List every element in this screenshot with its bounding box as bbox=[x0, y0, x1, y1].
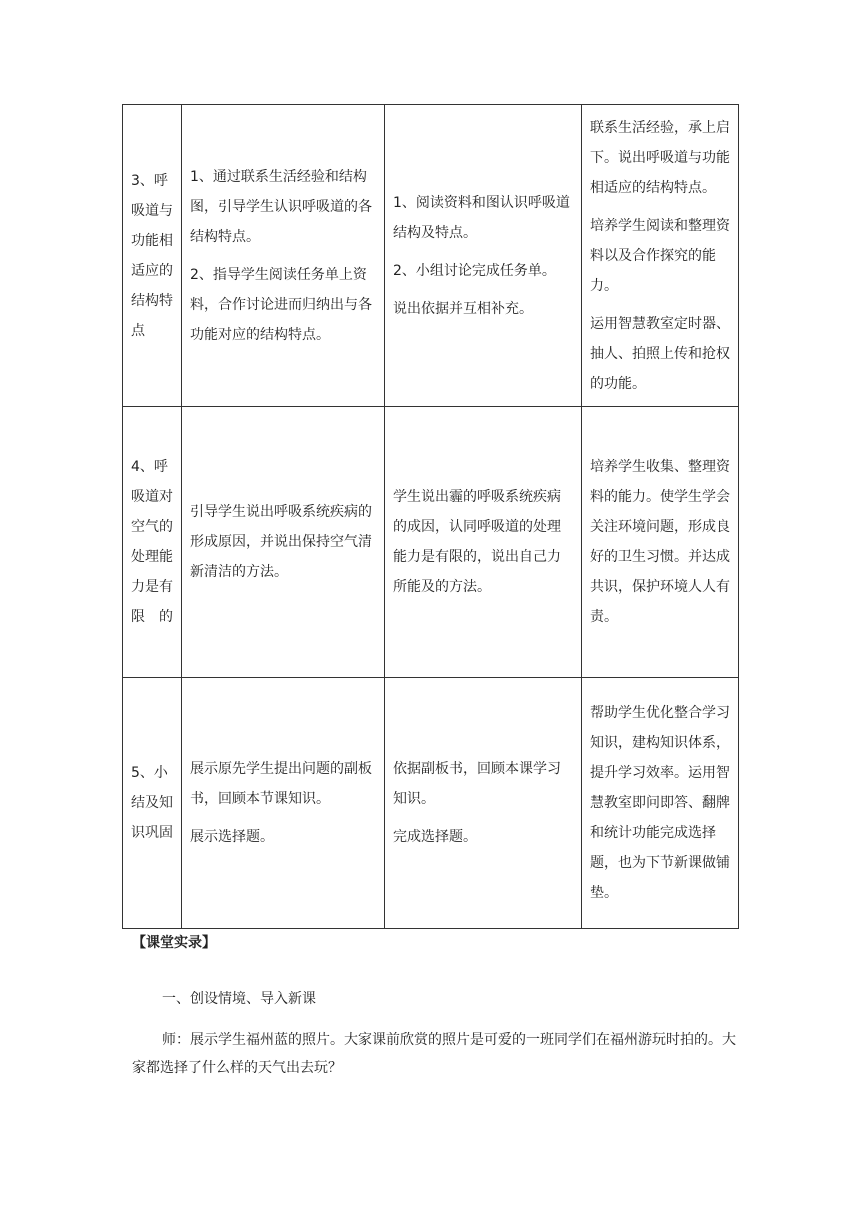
design-intent-cell bbox=[582, 105, 739, 407]
stage-cell bbox=[123, 105, 182, 407]
student-activity-cell bbox=[385, 105, 582, 407]
student-activity-text: 依据副板书，回顾本课学习知识。 bbox=[393, 761, 561, 807]
teacher-activity-cell bbox=[182, 678, 385, 929]
teacher-activity-text: 展示原先学生提出问题的副板书，回顾本节课知识。 bbox=[190, 761, 372, 807]
student-activity-cell bbox=[385, 407, 582, 678]
student-activity-text: 完成选择题。 bbox=[393, 829, 477, 845]
design-intent-text: 培养学生收集、整理资料的能力。使学生学会关注环境问题，形成良好的卫生习惯。并达成共识，保护环境人人有责。 bbox=[590, 459, 730, 625]
design-intent-cell bbox=[582, 678, 739, 929]
design-intent-text: 运用智慧教室定时器、抽人、拍照上传和抢权的功能。 bbox=[590, 315, 730, 392]
student-activity-text: 1、阅读资料和图认识呼吸道结构及特点。 bbox=[393, 194, 570, 241]
stage-text: 3、呼吸道与功能相适应的结构特点 bbox=[131, 172, 173, 339]
design-intent-text: 帮助学生优化整合学习知识，建构知识体系，提升学习效率。运用智慧教室即问即答、翻牌和统计功能完成选择题，也为下节新课做铺垫。 bbox=[590, 705, 730, 901]
teacher-activity-text: 展示选择题。 bbox=[190, 829, 274, 845]
stage-cell bbox=[123, 407, 182, 678]
teacher-activity-text: 1、通过联系生活经验和结构图，引导学生认识呼吸道的各结构特点。 bbox=[190, 168, 372, 245]
student-activity-text: 学生说出霾的呼吸系统疾病的成因，认同呼吸道的处理能力是有限的，说出自己力所能及的方法。 bbox=[393, 489, 561, 595]
teacher-activity-text: 2、指导学生阅读任务单上资料，合作讨论进而归纳出与各功能对应的结构特点。 bbox=[190, 266, 372, 343]
section-heading: 一、创设情境、导入新课 bbox=[162, 991, 316, 1007]
table-row bbox=[123, 678, 739, 929]
body-paragraph: 师：展示学生福州蓝的照片。大家课前欣赏的照片是可爱的一班同学们在福州游玩时拍的。大家都选择了什么样的天气出去玩？ bbox=[132, 1032, 736, 1076]
section-title: 【课堂实录】 bbox=[132, 935, 216, 951]
stage-text: 4、呼吸道对空气的处理能力是有限的 bbox=[131, 459, 173, 625]
stage-cell bbox=[123, 678, 182, 929]
teacher-activity-cell bbox=[182, 105, 385, 407]
table-row bbox=[123, 105, 739, 407]
teacher-activity-text: 引导学生说出呼吸系统疾病的形成原因，并说出保持空气清新清洁的方法。 bbox=[190, 504, 372, 580]
table-row bbox=[123, 407, 739, 678]
lesson-plan-table bbox=[122, 104, 739, 929]
design-intent-text: 培养学生阅读和整理资料以及合作探究的能力。 bbox=[590, 217, 730, 294]
student-activity-text: 说出依据并互相补充。 bbox=[393, 300, 533, 317]
design-intent-cell bbox=[582, 407, 739, 678]
teacher-activity-cell bbox=[182, 407, 385, 678]
student-activity-cell bbox=[385, 678, 582, 929]
student-activity-text: 2、小组讨论完成任务单。 bbox=[393, 262, 556, 279]
stage-text: 5、小结及知识巩固 bbox=[131, 765, 173, 841]
design-intent-text: 联系生活经验，承上启下。说出呼吸道与功能相适应的结构特点。 bbox=[590, 119, 730, 196]
